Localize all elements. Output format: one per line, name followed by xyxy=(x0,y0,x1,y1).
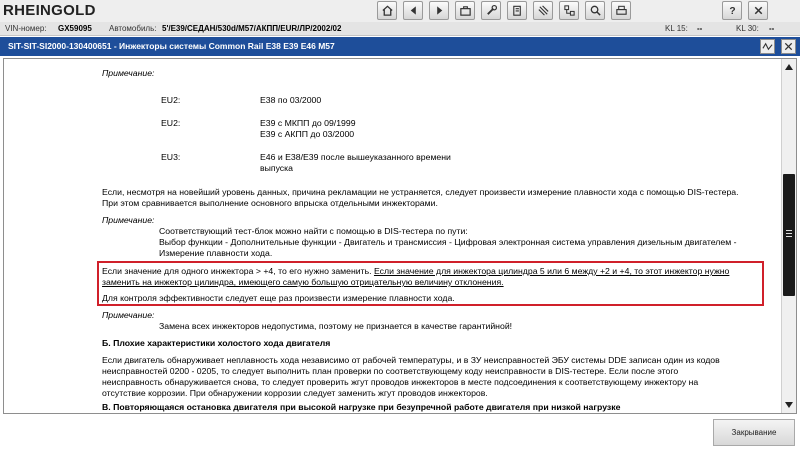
paragraph-line: Если двигатель обнаруживает неплавность хода независимо от рабочей температуры, и в ЗУ неисправностей ЭБУ системы DDE записан один из кодов xyxy=(102,355,720,365)
vehicle-value: 5'/E39/СЕДАН/530d/M57/АКПП/EUR/ЛР/2002/02 xyxy=(162,24,342,33)
table-desc: E39 с АКПП до 03/2000 xyxy=(260,129,355,139)
svg-text:?: ? xyxy=(728,6,736,17)
print-button[interactable] xyxy=(611,1,631,20)
note-line: Соответствующий тест-блок можно найти с помощью в DIS-тестера по пути: xyxy=(159,226,468,236)
vehicle-info-bar xyxy=(0,22,800,36)
network-icon xyxy=(563,4,576,17)
note-label: Примечание: xyxy=(102,68,155,78)
table-code: EU2: xyxy=(161,95,181,105)
scroll-up-button[interactable] xyxy=(782,60,796,74)
paragraph-line: неисправностей 0200 - 0205, то следует выполнить план проверки по соответствующему коду неисправности в DIS-тестере. Если после этого xyxy=(102,366,679,376)
search-icon xyxy=(589,4,602,17)
note-line: Замена всех инжекторов недопустима, поэтому не признается в качестве гарантийной! xyxy=(159,321,513,331)
kl15-label: KL 15: xyxy=(665,24,688,33)
book-icon xyxy=(511,4,524,17)
help-icon xyxy=(726,4,739,17)
forward-arrow-icon xyxy=(433,4,446,17)
document-title-bar xyxy=(0,37,800,56)
toolbox-icon xyxy=(459,4,472,17)
kl30-value: -- xyxy=(769,24,775,33)
manual-button[interactable] xyxy=(533,1,553,20)
search-button[interactable] xyxy=(585,1,605,20)
close-icon xyxy=(752,4,765,17)
section-heading: Б. Плохие характеристики холостого хода двигателя xyxy=(102,338,331,348)
app-logo: RHEINGOLD xyxy=(3,2,96,19)
document-title: SIT-SIT-SI2000-130400651 - Инжекторы системы Common Rail E38 E39 E46 M57 xyxy=(8,41,335,51)
exit-button[interactable] xyxy=(748,1,768,20)
kl30-label: KL 30: xyxy=(736,24,759,33)
back-button[interactable] xyxy=(403,1,423,20)
window-close-button[interactable] xyxy=(781,39,796,54)
waveform-icon xyxy=(762,41,773,52)
highlight-underlined-text: Если значение для инжектора цилиндра 5 или 6 между +2 и +4, то этот инжектор нужно xyxy=(373,266,730,276)
ring-binder-icon xyxy=(537,4,550,17)
document-content xyxy=(4,59,782,413)
help-button[interactable] xyxy=(722,1,742,20)
grip-line xyxy=(786,230,792,231)
close-button[interactable]: Закрывание xyxy=(713,419,795,446)
table-desc: выпуска xyxy=(260,163,293,173)
vehicle-label: Автомобиль: xyxy=(109,24,157,33)
grip-line xyxy=(786,236,792,237)
wrench-icon xyxy=(485,4,498,17)
documents-button[interactable] xyxy=(507,1,527,20)
paragraph-line: Если, несмотря на новейший уровень данных, причина рекламации не устраняется, следует произвести измерение плавности хода с помощью DIS-тестера. xyxy=(102,187,739,197)
highlight-underlined-text: заменить на инжектор цилиндра, имеющего самую большую отрицательную величину отклонения. xyxy=(102,277,504,287)
back-arrow-icon xyxy=(407,4,420,17)
vin-label: VIN-номер: xyxy=(5,24,47,33)
vin-value: GX59095 xyxy=(58,24,92,33)
home-icon xyxy=(381,4,394,17)
paragraph-line: отсутствие коррозии. При обнаружении коррозии следует заменить жгут проводов инжекторов. xyxy=(102,388,488,398)
note-line: Измерение плавности хода. xyxy=(159,248,273,258)
vertical-scrollbar[interactable] xyxy=(781,59,796,413)
section-heading: В. Повторяющаяся остановка двигателя при высокой нагрузке при безупречной работе двигателя при низкой нагрузке xyxy=(102,402,621,412)
paragraph-line: неисправность обнаруживается снова, то следует проверить жгут проводов инжекторов в месте подсоединения к соответствующему инжектору на xyxy=(102,377,699,387)
chevron-up-icon xyxy=(785,64,793,70)
table-code: EU3: xyxy=(161,152,181,162)
chevron-down-icon xyxy=(785,402,793,408)
highlight-line xyxy=(102,266,729,277)
kl15-value: -- xyxy=(697,24,703,33)
document-viewer[interactable] xyxy=(3,58,797,414)
close-icon xyxy=(783,41,794,52)
workshop-button[interactable] xyxy=(455,1,475,20)
home-button[interactable] xyxy=(377,1,397,20)
highlight-line: Для контроля эффективности следует еще раз произвести измерение плавности хода. xyxy=(102,293,455,303)
scroll-thumb[interactable] xyxy=(783,174,795,296)
table-desc: E39 с МКПП до 09/1999 xyxy=(260,118,356,128)
note-label: Примечание: xyxy=(102,310,155,320)
paragraph-line: При этом сравнивается выполнение основного впрыска отдельными инжекторами. xyxy=(102,198,438,208)
note-label: Примечание: xyxy=(102,215,155,225)
forward-button[interactable] xyxy=(429,1,449,20)
table-code: EU2: xyxy=(161,118,181,128)
highlight-text: Если значение для одного инжектора > +4, то его нужно заменить. xyxy=(102,266,374,276)
print-icon xyxy=(615,4,628,17)
top-toolbar xyxy=(0,0,800,22)
service-button[interactable] xyxy=(481,1,501,20)
measure-button[interactable] xyxy=(760,39,775,54)
table-desc: E38 по 03/2000 xyxy=(260,95,322,105)
grip-line xyxy=(786,233,792,234)
note-line: Выбор функции - Дополнительные функции - Двигатель и трансмиссия - Цифровая электронная система управления дизельным двигателем - xyxy=(159,237,737,247)
network-button[interactable] xyxy=(559,1,579,20)
table-desc: E46 и E38/E39 после вышеуказанного времени xyxy=(260,152,451,162)
scroll-down-button[interactable] xyxy=(782,398,796,412)
